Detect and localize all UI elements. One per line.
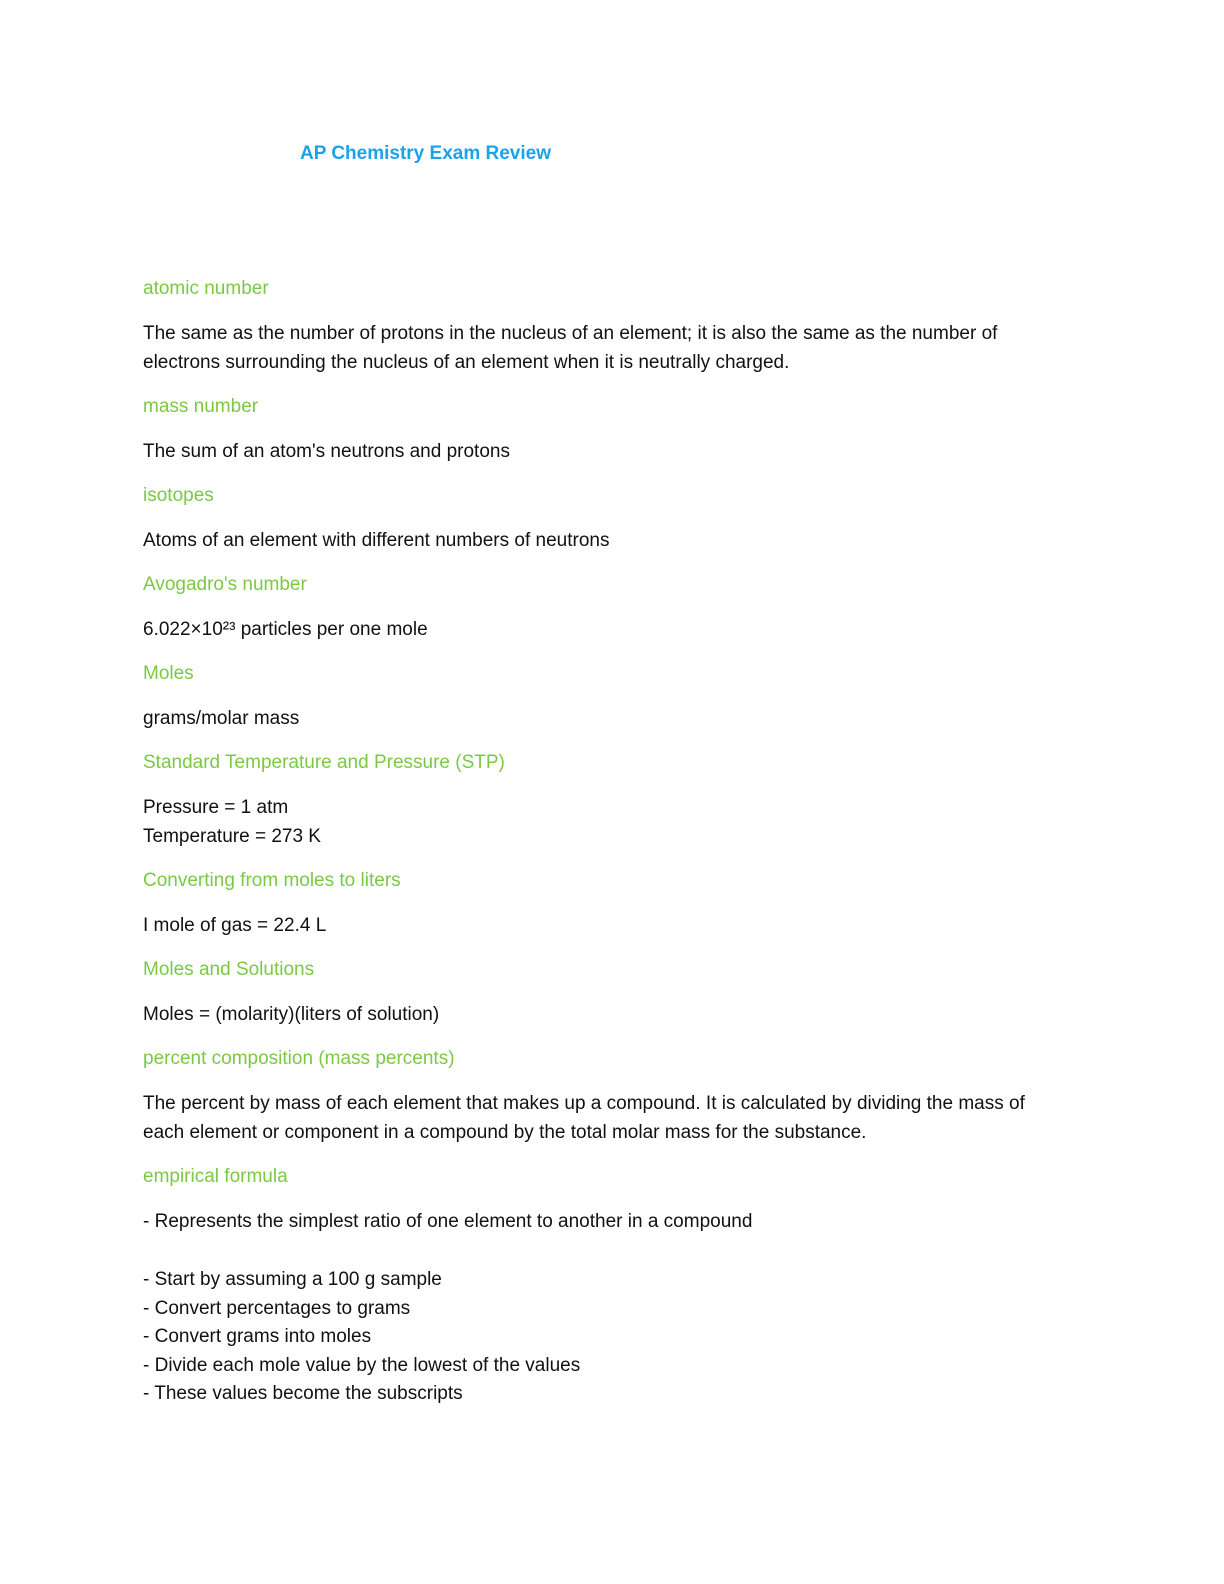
definition-line: I mole of gas = 22.4 L <box>143 915 327 936</box>
step-item: - These values become the subscripts <box>143 1383 463 1404</box>
definition-line: - Represents the simplest ratio of one element to another in a compound <box>143 1211 753 1232</box>
term-empirical-formula: empirical formula <box>143 1166 288 1187</box>
definition-line: each element or component in a compound by the total molar mass for the substance. <box>143 1121 867 1143</box>
definition-moles-to-liters <box>143 912 326 941</box>
definition-line: The sum of an atom's neutrons and protons <box>143 441 510 462</box>
definition-percent-composition <box>143 1090 1025 1147</box>
term-moles-to-liters: Converting from moles to liters <box>143 870 401 891</box>
definition-line: The percent by mass of each element that makes up a compound. It is calculated by dividing the mass of <box>143 1093 1025 1114</box>
definition-atomic-number <box>143 320 997 377</box>
definition-moles <box>143 705 299 734</box>
term-avogadros-number: Avogadro's number <box>143 574 307 595</box>
definition-mass-number <box>143 438 510 467</box>
definition-avogadros-number <box>143 616 428 645</box>
definition-line: Temperature = 273 K <box>143 825 321 847</box>
term-percent-composition: percent composition (mass percents) <box>143 1048 455 1069</box>
step-item: - Convert percentages to grams <box>143 1297 411 1319</box>
definition-line: Atoms of an element with different numbers of neutrons <box>143 530 610 551</box>
definition-moles-and-solutions <box>143 1001 439 1030</box>
term-atomic-number: atomic number <box>143 278 269 299</box>
term-isotopes: isotopes <box>143 485 214 506</box>
step-item: - Divide each mole value by the lowest of the values <box>143 1354 581 1376</box>
page-title: AP Chemistry Exam Review <box>300 143 551 164</box>
term-stp: Standard Temperature and Pressure (STP) <box>143 752 505 773</box>
definition-line: Moles = (molarity)(liters of solution) <box>143 1004 440 1025</box>
definition-line: 6.022×10²³ particles per one mole <box>143 619 428 640</box>
empirical-formula-steps <box>143 1266 580 1409</box>
term-moles: Moles <box>143 663 194 684</box>
step-item: - Convert grams into moles <box>143 1326 372 1347</box>
definition-stp <box>143 794 321 851</box>
definition-line: grams/molar mass <box>143 708 300 729</box>
definition-empirical-formula <box>143 1208 752 1237</box>
term-moles-and-solutions: Moles and Solutions <box>143 959 315 980</box>
step-item: - Start by assuming a 100 g sample <box>143 1269 442 1290</box>
term-mass-number: mass number <box>143 396 259 417</box>
definition-line: The same as the number of protons in the nucleus of an element; it is also the same as the number of <box>143 323 998 344</box>
definition-line: electrons surrounding the nucleus of an element when it is neutrally charged. <box>143 351 790 373</box>
definition-line: Pressure = 1 atm <box>143 797 289 818</box>
definition-isotopes <box>143 527 609 556</box>
